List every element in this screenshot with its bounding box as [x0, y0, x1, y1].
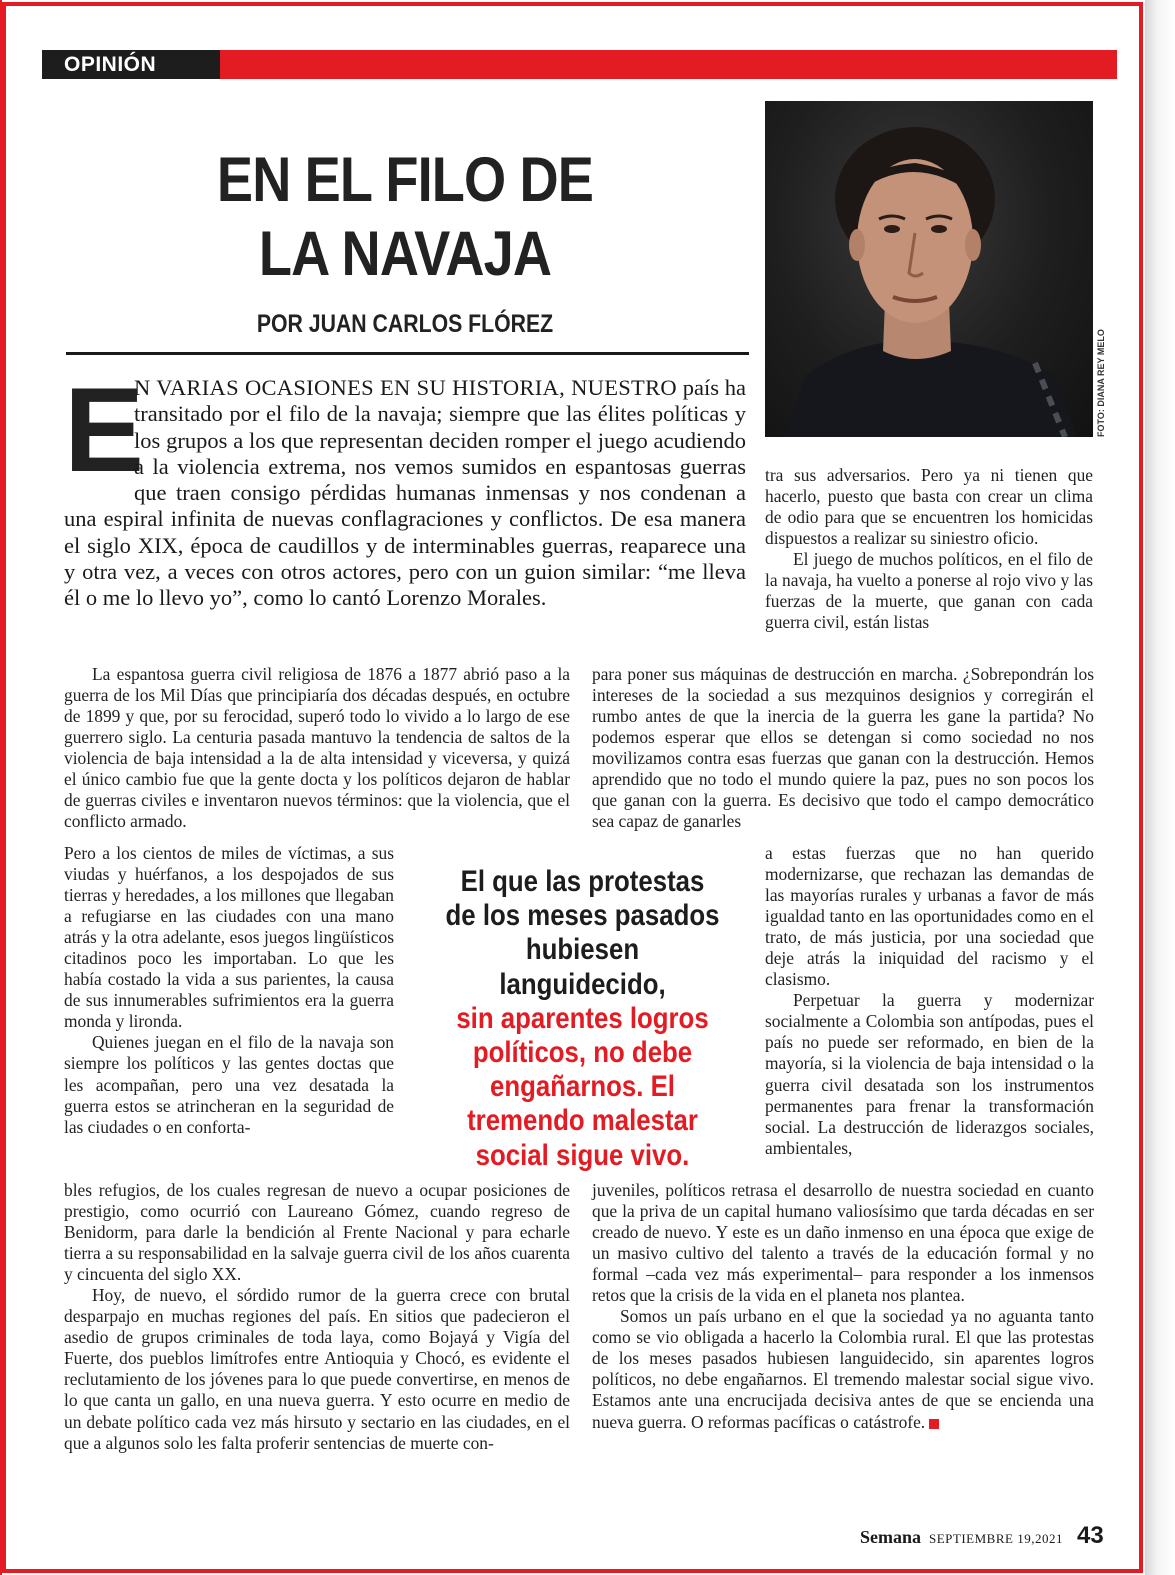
- paragraph: bles refugios, de los cuales regresan de nuevo a ocupar posiciones de prestigio, como ocurrió con Laureano Gómez, cuando regreso de Benidorm, para darle la bendición al Frente Nacional y para echarle tierra a su responsabilidad en la salvaje guerra civil de los años cuarenta y cincuenta del siglo XX.: [64, 1180, 570, 1285]
- page-number: 43: [1076, 1522, 1104, 1549]
- paragraph: Perpetuar la guerra y modernizar socialmente a Colombia son antípodas, pues el país no puede ser reformado, en bien de la mayoría, si la violencia de baja intensidad o la guerra civil desatada son los instrumentos permanentes para frenar la transformación social. La destrucción de liderazgos sociales, ambientales,: [765, 990, 1094, 1158]
- lead-opening: N VARIAS OCASIONES EN SU HISTORIA, NUESTRO: [134, 375, 677, 400]
- paragraph: juveniles, políticos retrasa el desarrollo de nuestra sociedad en cuanto que la priva de un capital humano valiosísimo que tarda décadas en ser creado de nuevo. Y este es un daño inmenso en una época que exige de un masivo cultivo del talento a través de la educación formal y no formal –cada vez más experimental– para responder a los inmensos retos que la crisis de la vida en el planeta nos plantea.: [592, 1180, 1094, 1306]
- section-bar: [42, 50, 1117, 79]
- headline-line-2: LA NAVAJA: [258, 219, 552, 289]
- author-photo: [765, 101, 1093, 437]
- pull-quote-line: El que las protestas: [460, 865, 705, 898]
- title-rule: [66, 352, 749, 355]
- photo-credit: [1096, 425, 1106, 437]
- column-left-narrow: [64, 843, 394, 1138]
- page-gutter-shadow: [1145, 0, 1175, 1575]
- pull-quote-line: de los meses pasados: [445, 899, 720, 933]
- byline: POR JUAN CARLOS FLÓREZ: [256, 310, 554, 338]
- pull-quote: [420, 865, 745, 1173]
- column-right-mid: [765, 843, 1094, 1159]
- section-label: OPINIÓN: [64, 53, 157, 76]
- pull-quote-line: políticos, no debe: [472, 1036, 693, 1070]
- closing-text: Somos un país urbano en el que la sociedad ya no aguanta tanto como se vio obligada a hacerlo la Colombia rural. El que las protestas de los meses pasados hubiesen languidecido, sin aparentes logros políticos, no debe engañarnos. El tremendo malestar social sigue vivo. Estamos ante una encrucijada decisiva antes de que se encienda una nueva guerra. O reformas pacíficas o catástrofe.: [592, 1306, 1094, 1432]
- pull-quote-line: social sigue vivo.: [475, 1138, 690, 1172]
- issue-date: SEPTIEMBRE 19,2021: [929, 1531, 1063, 1546]
- paragraph: para poner sus máquinas de destrucción en marcha. ¿Sobrepondrán los intereses de la sociedad a sus mezquinos designios y corregirán el rumbo antes de que la inercia de la guerra les gane la partida? No podemos esperar que ellos se detengan si como sociedad no nos movilizamos contra esas fuerzas que ganan con la destrucción. Hemos aprendido que no todo el mundo quiere la paz, pues no son pocos los que ganan con la guerra. Es decisivo que todo el campo democrático sea capaz de ganarles: [592, 664, 1094, 832]
- author-portrait-icon: [765, 101, 1093, 437]
- pull-quote-line: sin aparentes logros: [456, 1001, 709, 1035]
- paragraph: Pero a los cientos de miles de víctimas, a sus viudas y huérfanos, a los despojados de sus tierras y heredades, a los millones que llegaban a refugiarse en las ciudades con una mano atrás y la otra adelante, esos juegos lingüísticos citadinos poco les importaban. Lo que les había costado la vida a sus parientes, la causa de sus innumerables sufrimientos era la guerra monda y lironda.: [64, 843, 394, 1032]
- paragraph: Hoy, de nuevo, el sórdido rumor de la guerra crece con brutal desparpajo en muchas regiones del país. En sitios que padecieron el asedio de grupos criminales de toda laya, como Bojayá y Vigía del Fuerte, dos pueblos limítrofes entre Antioquia y Chocó, es evidente el reclutamiento de los jóvenes para lo que puede convertirse, en menos de lo que canta un gallo, en una nueva guerra. Y esto ocurre en medio de un debate político cada vez más hirsuto y sectario en las ciudades, en el que a algunos solo les falta proferir sentencias de muerte con-: [64, 1285, 570, 1453]
- paragraph: a estas fuerzas que no han querido modernizarse, que rechazan las demandas de las mayorías rurales y urbanas a favor de más igualdad tanto en las oportunidades como en el trato, de más justicia, por una sociedad que deje atrás la iniquidad del racismo y el clasismo.: [765, 843, 1094, 990]
- lead-paragraph: [64, 363, 747, 612]
- lead-text: país ha transitado por el filo de la navaja; siempre que las élites políticas y los grupos a los que representan deciden romper el juego acudiendo a la violencia extrema, nos vemos sumidos en espantosas guerras que traen consigo pérdidas humanas inmensas y nos condenan a una espiral infinita de nuevas conflagraciones y conflictos. De esa manera el siglo XIX, época de caudillos y de interminables guerras, reaparece una y otra vez, a veces con otros actores, pero con un guion similar: “me lleva él o me lo llevo yo”, como lo cantó Lorenzo Morales.: [64, 375, 747, 611]
- pull-quote-line: engañarnos. El: [490, 1070, 675, 1104]
- paragraph: Quienes juegan en el filo de la navaja son siempre los políticos y las gentes doctas que les acompañan, pero una vez desatada la guerra estos se atrincheran en la seguridad de las ciudades o en conforta-: [64, 1032, 394, 1137]
- paragraph: El juego de muchos políticos, en el filo de la navaja, ha vuelto a ponerse al rojo vivo y las fuerzas de la muerte, que ganan con cada guerra civil, están listas: [765, 549, 1093, 633]
- column-mid-top: [592, 664, 1094, 832]
- page-footer: [860, 1522, 1104, 1552]
- pull-quote-line: tremendo malestar: [467, 1104, 698, 1138]
- magazine-name: Semana: [860, 1527, 922, 1547]
- paragraph: La espantosa guerra civil religiosa de 1876 a 1877 abrió paso a la guerra de los Mil Días que principiaría dos décadas después, en octubre de 1899 y que, por su ferocidad, superó todo lo vivido a lo largo de ese guerrero siglo. La centuria pasada mantuvo la tendencia de saltos de la violencia de baja intensidad a la de alta intensidad y viceversa, y quizá el único cambio fue que la gente docta y los políticos dejaron de hablar de guerras civiles e inventaron nuevos términos: que la violencia, que el conflicto armado.: [64, 664, 570, 832]
- headline: [151, 143, 658, 291]
- paragraph: [592, 1306, 1094, 1432]
- headline-line-1: EN EL FILO DE: [216, 145, 594, 215]
- paragraph: tra sus adversarios. Pero ya ni tienen que hacerlo, puesto que basta con crear un clima de odio para que se encuentren los homicidas dispuestos a realizar su siniestro oficio.: [765, 465, 1093, 549]
- pull-quote-line: hubiesen languidecido,: [499, 933, 666, 1001]
- column-left-wide: [64, 664, 570, 832]
- drop-cap: E: [64, 363, 145, 497]
- column-right-top: [765, 465, 1093, 633]
- column-mid-lower: [592, 1180, 1094, 1433]
- red-square-icon: [929, 1419, 939, 1429]
- column-left-lower: [64, 1180, 570, 1454]
